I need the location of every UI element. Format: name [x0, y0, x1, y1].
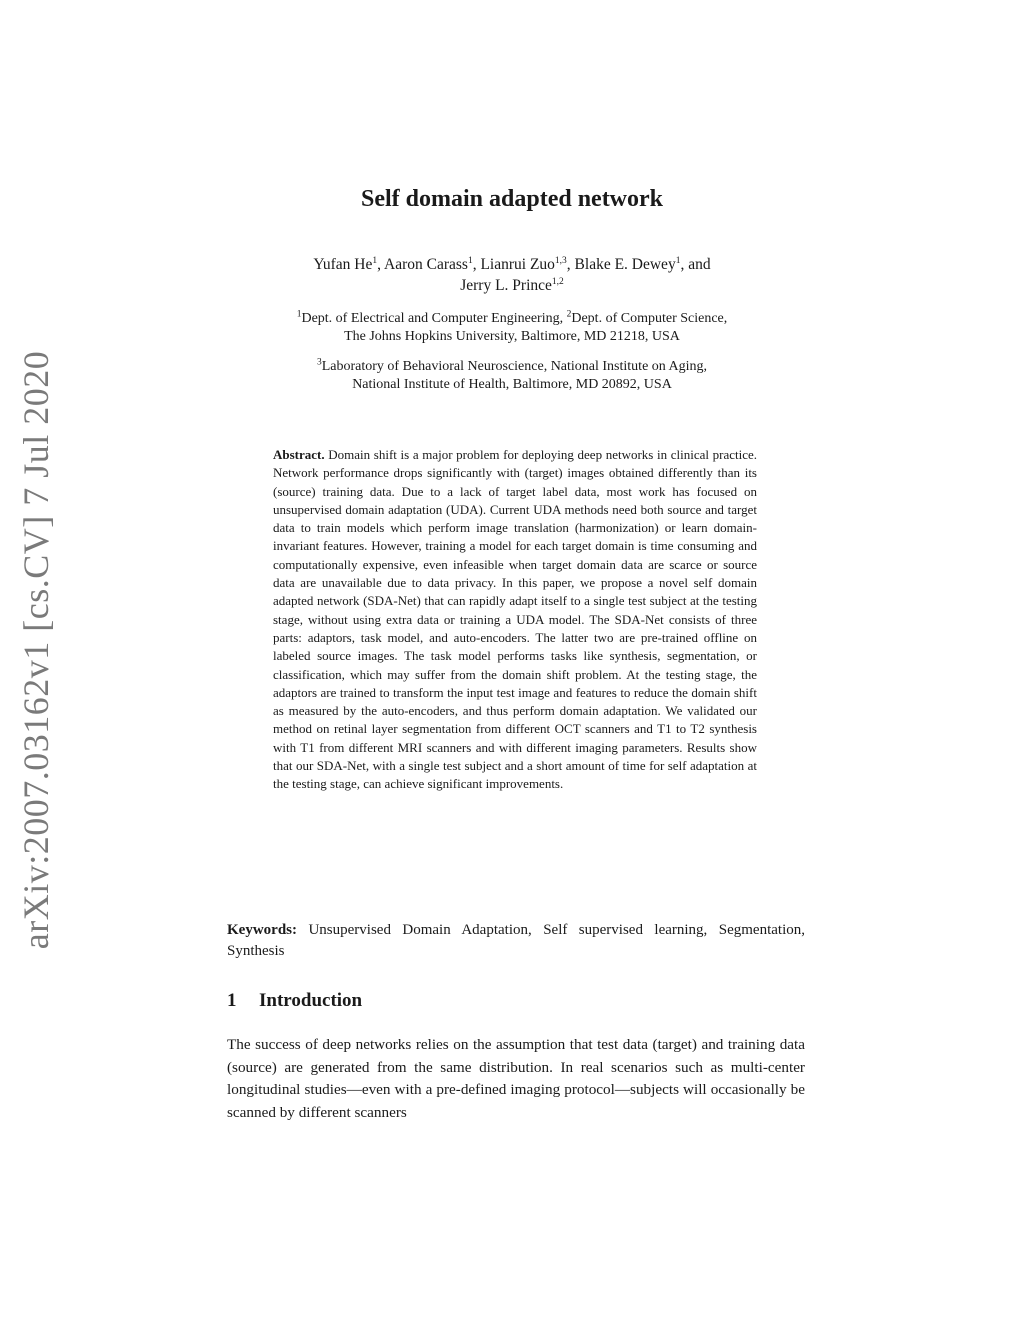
section-heading — [227, 990, 362, 1012]
affil-text: Laboratory of Behavioral Neuroscience, National Institute on Aging, — [321, 359, 708, 374]
intro-paragraph: The success of deep networks relies on the assumption that test data (target) and training data (source) are generated from the same distribution. In real scenarios such as multi-center longitudinal studies—even with a pre-defined imaging protocol—subjects will occasionally be scanned by different scanners — [227, 1036, 805, 1121]
author-separator: , — [566, 256, 575, 273]
author-list — [262, 254, 762, 296]
abstract-text: Domain shift is a major problem for deploying deep networks in clinical practice. Network performance drops significantly with (target) images obtained differently than its (source) training data. Due to a lack of target label data, most work has focused on unsupervised domain adaptation (UDA). Current UDA methods need both source and target data to train models which perform image translation (harmonization) or learn domain-invariant features. However, training a model for each target domain is time consuming and computationally expensive, even infeasible when target domain data are scarce or source data are unavailable due to data privacy. In this paper, we propose a novel self domain adapted network (SDA-Net) that can rapidly adapt itself to a single test subject at the testing stage, without using extra data or training a UDA model. The SDA-Net consists of three parts: adaptors, task model, and auto-encoders. The latter two are pre-trained offline on labeled source images. The task model performs tasks like synthesis, segmentation, or classification, which may suffer from the domain shift problem. At the testing stage, the adaptors are trained to transform the input test image and features to reduce the domain shift as measured by the auto-encoders, and thus perform domain adaptation. We validated our method on retinal layer segmentation from different OCT scanners and T1 to T2 synthesis with T1 from different MRI scanners and with different imaging parameters. Results show that our SDA-Net, with a single test subject and a short amount of time for self adaptation at the testing stage, can achieve significant improvements. — [273, 447, 758, 792]
section-number: 1 — [227, 990, 237, 1011]
affil-text: Dept. of Electrical and Computer Engineering, — [301, 311, 567, 326]
arxiv-stamp — [6, 350, 66, 950]
affiliation-1-2 — [232, 310, 792, 346]
paper-title: Self domain adapted network — [360, 186, 664, 212]
author-name: Blake E. Dewey — [574, 256, 676, 273]
author-affil-mark: 1 — [467, 255, 473, 266]
keywords — [227, 920, 805, 962]
affil-mark: 1 — [296, 309, 302, 320]
affiliation-3 — [232, 358, 792, 394]
keywords-label: Keywords: — [227, 922, 297, 938]
author-affil-mark: 1,2 — [551, 276, 564, 287]
abstract — [273, 446, 757, 794]
affil-text: National Institute of Health, Baltimore, MD 20892, USA — [352, 377, 672, 392]
author-name: Yufan He — [313, 256, 373, 273]
keywords-text: Unsupervised Domain Adaptation, Self supervised learning, Segmentation, Synthesis — [227, 922, 805, 959]
author-affil-mark: 1 — [675, 255, 681, 266]
affil-text: The Johns Hopkins University, Baltimore, MD 21218, USA — [344, 329, 680, 344]
author-affil-mark: 1,3 — [554, 255, 567, 266]
affil-mark: 3 — [316, 357, 322, 368]
author-name: Aaron Carass — [384, 256, 468, 273]
affil-mark: 2 — [566, 309, 572, 320]
author-name: Lianrui Zuo — [480, 256, 555, 273]
author-name: Jerry L. Prince — [460, 277, 552, 294]
section-title: Introduction — [259, 990, 363, 1011]
abstract-label: Abstract. — [273, 447, 325, 462]
author-separator: , — [377, 256, 385, 273]
arxiv-id: arXiv:2007.03162v1 [cs.CV] 7 Jul 2020 — [16, 350, 56, 950]
author-separator: , — [472, 256, 481, 273]
author-affil-mark: 1 — [372, 255, 378, 266]
author-separator: , and — [680, 256, 711, 273]
affil-text: Dept. of Computer Science, — [571, 311, 728, 326]
